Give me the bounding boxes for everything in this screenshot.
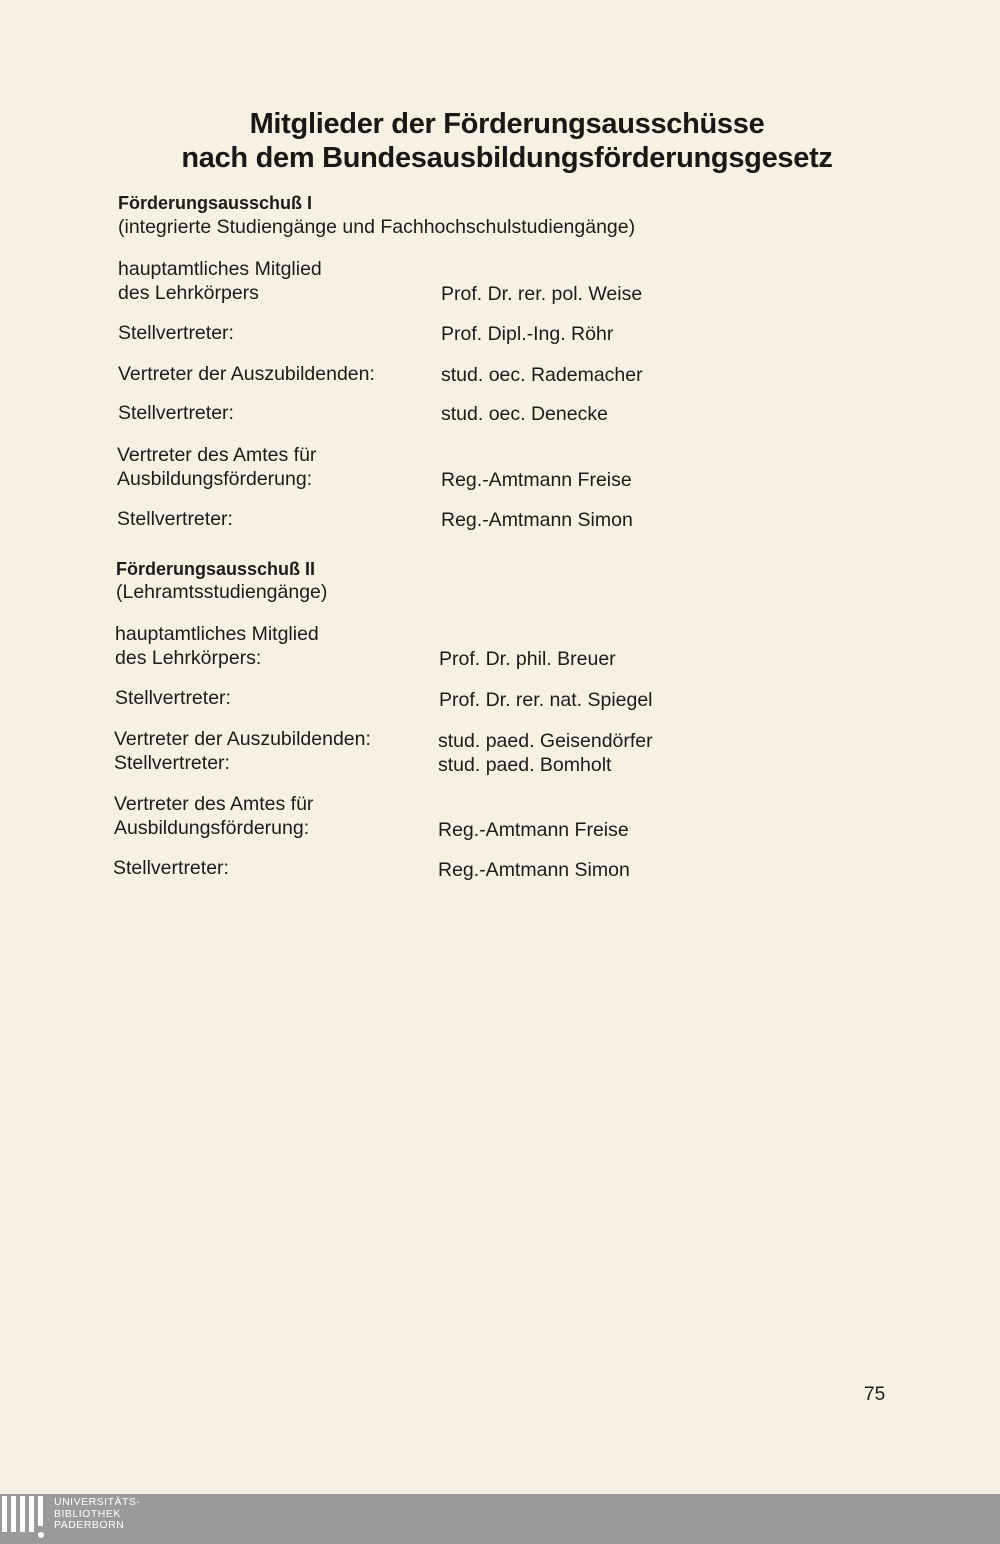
committee-1-subheading: (integrierte Studiengänge und Fachhochschulstudiengänge) xyxy=(118,216,636,238)
library-footer-bar xyxy=(0,1494,1000,1544)
page-title-line-2: nach dem Bundesausbildungsförderungsgesetz xyxy=(181,142,833,174)
c2-role-6: Stellvertreter: xyxy=(113,857,229,879)
c1-role-5-line-1: Vertreter des Amtes für xyxy=(117,444,317,466)
logo-text-line-1: UNIVERSITÄTS- xyxy=(54,1496,141,1508)
c2-role-3: Vertreter der Auszubildenden: xyxy=(114,728,371,750)
c2-role-1-line-1: hauptamtliches Mitglied xyxy=(115,623,319,645)
c1-name-1: Prof. Dr. rer. pol. Weise xyxy=(441,283,643,305)
c2-name-3: stud. paed. Geisendörfer xyxy=(438,730,653,752)
c2-role-1-line-2: des Lehrkörpers: xyxy=(115,647,262,669)
c2-name-2: Prof. Dr. rer. nat. Spiegel xyxy=(439,689,653,711)
logo-text-line-3: PADERBORN xyxy=(54,1519,125,1531)
c1-role-2: Stellvertreter: xyxy=(118,322,234,344)
committee-2-subheading: (Lehramtsstudiengänge) xyxy=(116,581,328,603)
c2-name-5: Reg.-Amtmann Freise xyxy=(438,819,629,841)
c2-name-4: stud. paed. Bomholt xyxy=(438,754,612,776)
page-number: 75 xyxy=(864,1384,886,1405)
c2-role-5-line-2: Ausbildungsförderung: xyxy=(114,817,310,839)
c1-role-3: Vertreter der Auszubildenden: xyxy=(118,363,375,385)
c2-role-2: Stellvertreter: xyxy=(115,687,231,709)
library-logo-dot-icon xyxy=(38,1532,44,1538)
c1-role-6: Stellvertreter: xyxy=(117,508,233,530)
c2-role-5-line-1: Vertreter des Amtes für xyxy=(114,793,314,815)
c2-name-6: Reg.-Amtmann Simon xyxy=(438,859,630,881)
c1-role-1-line-2: des Lehrkörpers xyxy=(118,282,259,304)
c2-role-4: Stellvertreter: xyxy=(114,752,230,774)
c1-name-4: stud. oec. Denecke xyxy=(441,403,608,425)
committee-1-heading: Förderungsausschuß I xyxy=(118,193,313,213)
c1-role-1-line-1: hauptamtliches Mitglied xyxy=(118,258,322,280)
c1-name-6: Reg.-Amtmann Simon xyxy=(441,509,633,531)
c1-name-3: stud. oec. Rademacher xyxy=(441,364,643,386)
c1-role-5-line-2: Ausbildungsförderung: xyxy=(117,468,313,490)
committee-2-heading: Förderungsausschuß II xyxy=(116,559,316,579)
c2-name-1: Prof. Dr. phil. Breuer xyxy=(439,648,616,670)
library-logo-text xyxy=(54,1497,140,1532)
logo-text-line-2: BIBLIOTHEK xyxy=(54,1507,121,1520)
c1-role-4: Stellvertreter: xyxy=(118,402,234,424)
c1-name-5: Reg.-Amtmann Freise xyxy=(441,469,632,491)
c1-name-2: Prof. Dipl.-Ing. Röhr xyxy=(441,323,614,345)
page-title-line-1: Mitglieder der Förderungsausschüsse xyxy=(249,108,765,140)
